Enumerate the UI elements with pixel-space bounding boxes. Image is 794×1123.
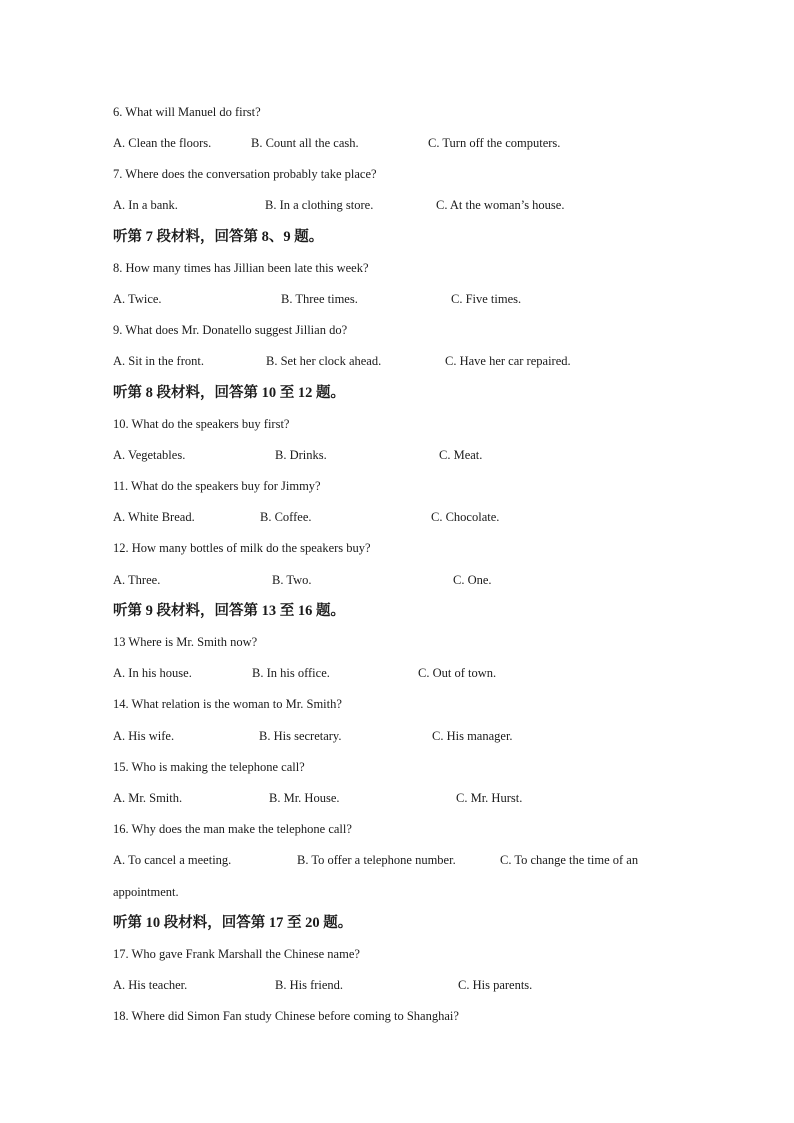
option-12a: A. Three.	[113, 573, 161, 587]
option-17b: B. His friend.	[275, 978, 344, 992]
option-16a: A. To cancel a meeting.	[113, 853, 232, 867]
option-11c: C. Chocolate.	[431, 510, 500, 524]
question-7: 7. Where does the conversation probably take place?	[113, 167, 377, 181]
option-14a: A. His wife.	[113, 729, 175, 743]
option-17a: A. His teacher.	[113, 978, 188, 992]
option-16c: C. To change the time of an	[500, 853, 639, 867]
question-18: 18. Where did Simon Fan study Chinese before coming to Shanghai?	[113, 1009, 459, 1023]
question-10: 10. What do the speakers buy first?	[113, 417, 290, 431]
option-6b: B. Count all the cash.	[251, 136, 359, 150]
section-heading-9: 听第 9 段材料，回答第 13 至 16 题。	[113, 603, 345, 619]
option-15b: B. Mr. House.	[269, 791, 340, 805]
option-14c: C. His manager.	[432, 729, 513, 743]
option-6a: A. Clean the floors.	[113, 136, 212, 150]
question-15: 15. Who is making the telephone call?	[113, 760, 305, 774]
question-6: 6. What will Manuel do first?	[113, 105, 261, 119]
question-17: 17. Who gave Frank Marshall the Chinese name?	[113, 947, 360, 961]
question-14: 14. What relation is the woman to Mr. Smith?	[113, 697, 342, 711]
option-8b: B. Three times.	[281, 292, 358, 306]
option-10b: B. Drinks.	[275, 448, 327, 462]
option-15a: A. Mr. Smith.	[113, 791, 183, 805]
option-12c: C. One.	[453, 573, 492, 587]
option-9b: B. Set her clock ahead.	[266, 354, 382, 368]
option-7b: B. In a clothing store.	[265, 198, 374, 212]
option-7a: A. In a bank.	[113, 198, 178, 212]
option-10a: A. Vegetables.	[113, 448, 186, 462]
section-heading-7: 听第 7 段材料，回答第 8、9 题。	[113, 229, 324, 245]
option-9a: A. Sit in the front.	[113, 354, 204, 368]
option-11b: B. Coffee.	[260, 510, 312, 524]
option-17c: C. His parents.	[458, 978, 533, 992]
question-9: 9. What does Mr. Donatello suggest Jillian do?	[113, 323, 348, 337]
option-15c: C. Mr. Hurst.	[456, 791, 523, 805]
question-13: 13 Where is Mr. Smith now?	[113, 635, 258, 649]
option-13c: C. Out of town.	[418, 666, 497, 680]
option-16b: B. To offer a telephone number.	[297, 853, 456, 867]
option-13b: B. In his office.	[252, 666, 330, 680]
question-12: 12. How many bottles of milk do the speakers buy?	[113, 541, 371, 555]
option-16c-continued: appointment.	[113, 885, 179, 899]
option-13a: A. In his house.	[113, 666, 192, 680]
question-11: 11. What do the speakers buy for Jimmy?	[113, 479, 321, 493]
option-7c: C. At the woman’s house.	[436, 198, 565, 212]
option-10c: C. Meat.	[439, 448, 483, 462]
option-12b: B. Two.	[272, 573, 312, 587]
question-16: 16. Why does the man make the telephone call?	[113, 822, 352, 836]
option-14b: B. His secretary.	[259, 729, 342, 743]
option-9c: C. Have her car repaired.	[445, 354, 571, 368]
question-8: 8. How many times has Jillian been late this week?	[113, 261, 369, 275]
section-heading-8: 听第 8 段材料，回答第 10 至 12 题。	[113, 385, 345, 401]
option-6c: C. Turn off the computers.	[428, 136, 561, 150]
option-8a: A. Twice.	[113, 292, 162, 306]
option-8c: C. Five times.	[451, 292, 522, 306]
section-heading-10: 听第 10 段材料，回答第 17 至 20 题。	[113, 915, 353, 931]
option-11a: A. White Bread.	[113, 510, 195, 524]
